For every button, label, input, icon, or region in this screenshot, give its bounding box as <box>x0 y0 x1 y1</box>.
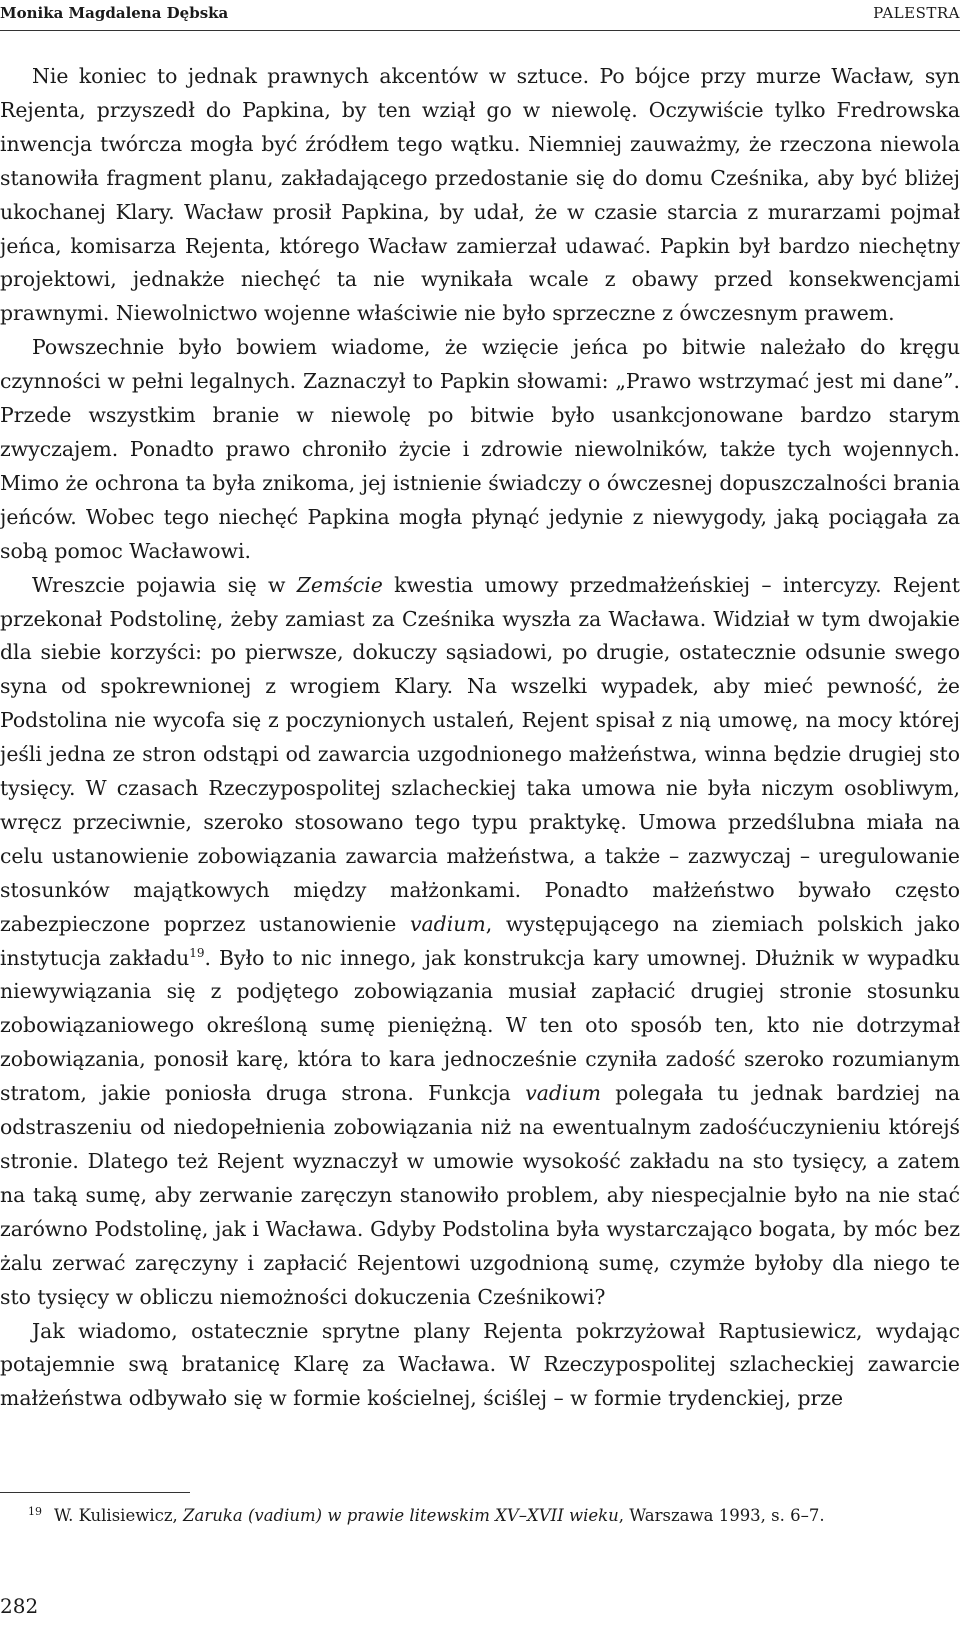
paragraph <box>0 569 960 1315</box>
paragraph <box>0 1315 960 1417</box>
footnote-number: 19 <box>28 1504 42 1518</box>
paragraph <box>0 331 960 568</box>
text-run: Nie koniec to jednak prawnych akcentów w sztuce. Po bójce przy murze Wacław, syn Rejenta, przyszedł do Papkina, by ten wziął go w niewolę. Oczywiście tylko Fredrowska inwencja twórcza mogła być źródłem tego wątku. Niemniej zauważmy, że rzeczona niewola stanowiła fragment planu, zakładającego przedostanie się do domu Cześnika, aby być bliżej ukochanej Klary. Wacław prosił Papkina, by udał, że w czasie starcia z murarzami pojmał jeńca, komisarza Rejenta, którego Wacław zamierzał udawać. Papkin był bardzo niechętny projektowi, jednakże niechęć ta nie wynikała wcale z obawy przed konsekwencjami prawnymi. Niewolnictwo wojenne właściwie nie było sprzeczne z ówczesnym prawem. <box>0 64 960 326</box>
text-run: , występującego na ziemiach polskich jako instytucja zakładu <box>0 911 960 970</box>
paragraph <box>0 60 960 331</box>
footnote <box>28 1504 825 1528</box>
footnote-text <box>54 1506 825 1525</box>
header-author: Monika Magdalena Dębska <box>0 4 229 22</box>
italic-text: vadium <box>525 1081 601 1106</box>
text-run: kwestia umowy przedmałżeńskiej – intercyzy. Rejent przekonał Podstolinę, żeby zamiast za Cześnika wyszła za Wacława. Widział w tym dwojakie dla siebie korzyści: po pierwsze, dokuczy sąsiadowi, po drugie, ostatecznie odsunie swego syna od spokrewnionej z wrogiem Klary. Na wszelki wypadek, aby mieć pewność, że Podstolina nie wycofa się z poczynionych ustaleń, Rejent spisał z nią umowę, na mocy której jeśli jedna ze stron odstąpi od zawarcia uzgodnionego małżeństwa, winna będzie drugiej sto tysięcy. W czasach Rzeczypospolitej szlacheckiej taka umowa nie była niczym osobliwym, wręcz przeciwnie, szeroko stosowano tego typu praktykę. Umowa przedślubna miała na celu ustanowienie zobowiązania zawarcia małżeństwa, a także – zazwyczaj – uregulowanie stosunków majątkowych między małżonkami. Ponadto małżeństwo bywało często zabezpieczone poprzez ustanowienie <box>0 572 960 936</box>
italic-text: vadium <box>410 911 486 936</box>
running-header <box>0 0 960 34</box>
footnote-rule <box>0 1492 190 1493</box>
page-number: 282 <box>0 1594 39 1618</box>
italic-text: Zemście <box>296 572 383 597</box>
text-run: Wreszcie pojawia się w <box>32 572 297 597</box>
italic-text: Zaruka (vadium) w prawie litewskim XV–XVII wieku <box>183 1506 619 1525</box>
header-rule <box>0 30 960 31</box>
header-journal: PALESTRA <box>873 4 960 22</box>
text-run: . Było to nic innego, jak konstrukcja kary umownej. Dłużnik w wypadku niewywiązania się z podjętego zobowiązania musiał zapłacić drugiej stronie stosunku zobowiązaniowego określoną sumę pieniężną. W ten oto sposób ten, kto nie dotrzymał zobowiązania, ponosił karę, która to kara jednocześnie czyniła zadość szeroko rozumianym stratom, jakie poniosła druga strona. Funkcja <box>0 945 960 1106</box>
footnote-ref: 19 <box>189 945 205 960</box>
text-run: , Warszawa 1993, s. 6–7. <box>618 1506 825 1525</box>
text-run: polegała tu jednak bardziej na odstraszeniu od niedopełnienia zobowiązania niż na ewentualnym zadośćuczynieniu którejś stronie. Dlatego też Rejent wyznaczył w umowie wysokość zakładu na sto tysięcy, a zatem na taką sumę, aby zerwanie zaręczyn stanowiło problem, aby niespecjalnie było na nie stać zarówno Podstolinę, jak i Wacława. Gdyby Podstolina była wystarczająco bogata, by móc bez żalu zerwać zaręczyny i zapłacić Rejentowi uzgodnioną sumę, czymże byłoby dla niego te sto tysięcy w obliczu niemożności dokuczenia Cześnikowi? <box>0 1081 960 1309</box>
article-body <box>0 60 960 1416</box>
text-run: Jak wiadomo, ostatecznie sprytne plany Rejenta pokrzyżował Raptusiewicz, wydając potajemnie swą bratanicę Klarę za Wacława. W Rzeczypospolitej szlacheckiej zawarcie małżeństwa odbywało się w formie kościelnej, ściślej – w formie trydenckiej, prze <box>0 1318 960 1411</box>
text-run: Powszechnie było bowiem wiadome, że wzięcie jeńca po bitwie należało do kręgu czynności w pełni legalnych. Zaznaczył to Papkin słowami: „Prawo wstrzymać jest mi dane”. Przede wszystkim branie w niewolę po bitwie było usankcjonowane bardzo starym zwyczajem. Ponadto prawo chroniło życie i zdrowie niewolników, także tych wojennych. Mimo że ochrona ta była znikoma, jej istnienie świadczy o ówczesnej dopuszczalności brania jeńców. Wobec tego niechęć Papkina mogła płynąć jedynie z niewygody, jaką pociągała za sobą pomoc Wacławowi. <box>0 335 960 563</box>
text-run: W. Kulisiewicz, <box>54 1506 184 1525</box>
